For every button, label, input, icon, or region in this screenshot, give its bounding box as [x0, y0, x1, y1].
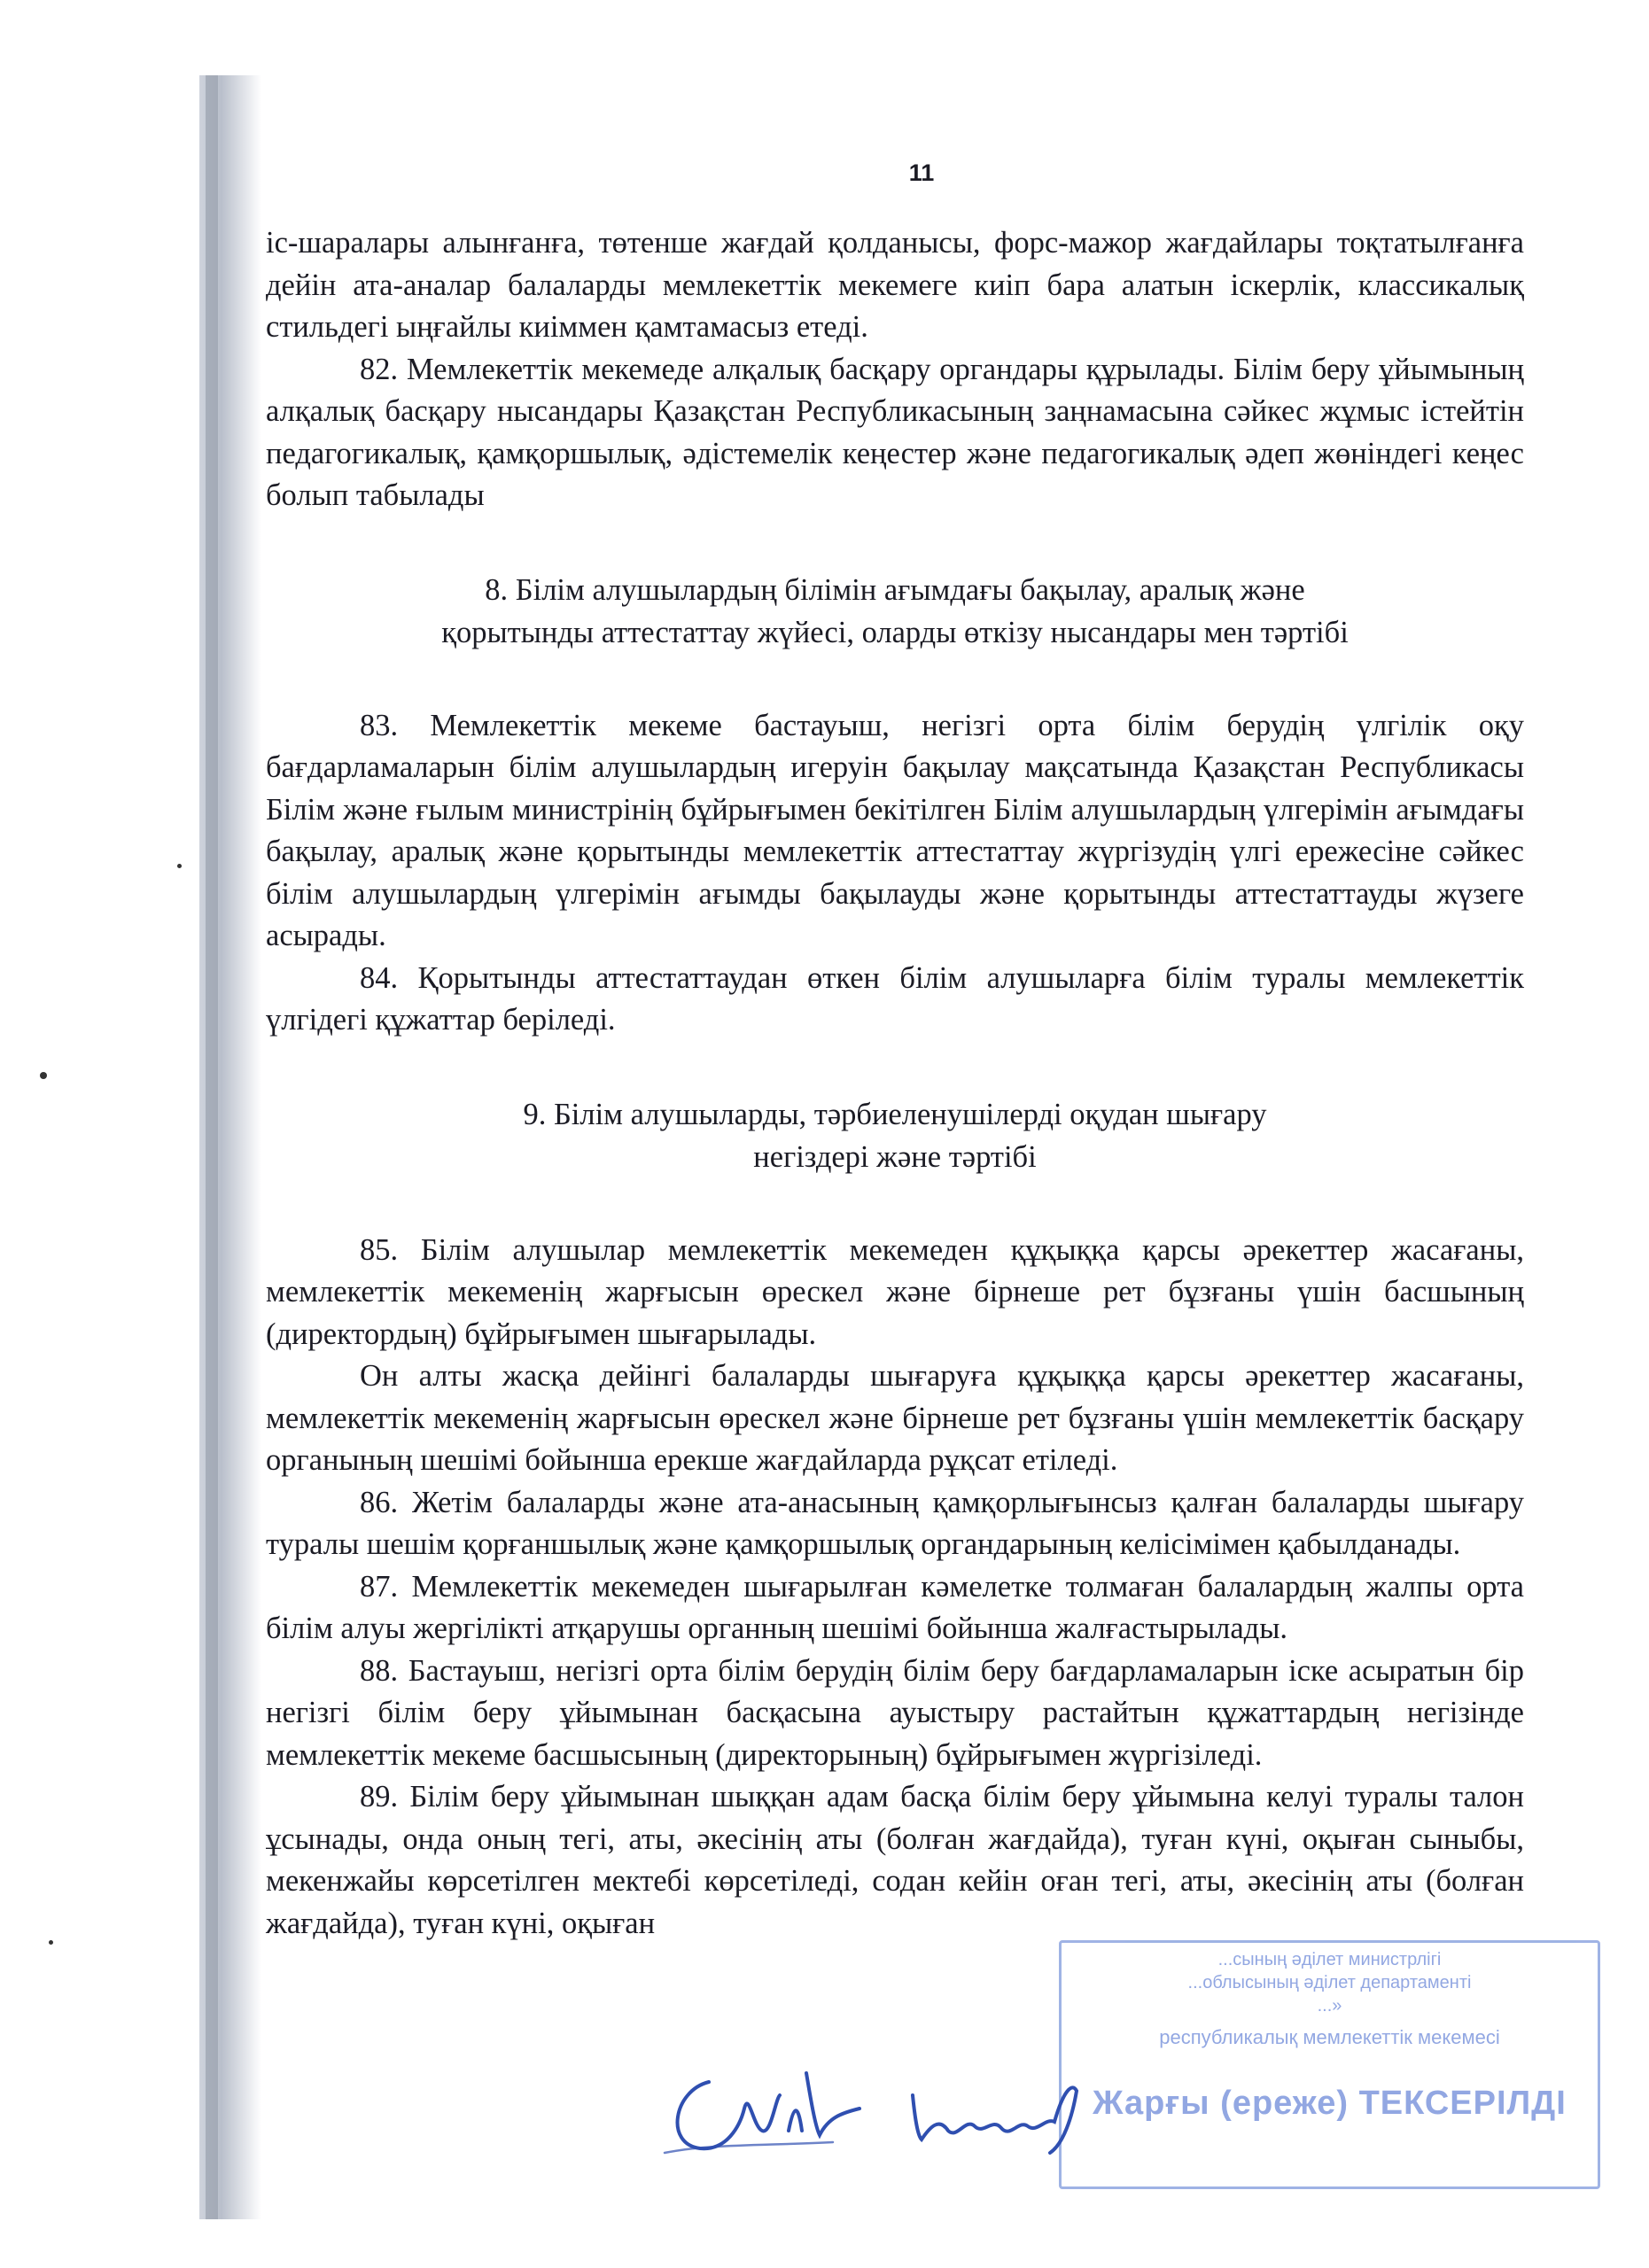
stamp-verified-label: Жарғы (ереже) ТЕКСЕРІЛДІ: [1093, 2085, 1567, 2122]
official-stamp: [1059, 1940, 1600, 2189]
stamp-line-2: ...облысының әділет департаменті: [1187, 1973, 1472, 1992]
document-page: [266, 159, 1524, 1945]
section-9-heading: [266, 1093, 1524, 1178]
section-8-heading: [266, 569, 1524, 654]
paragraph-85: 85. Білім алушылар мемлекеттік мекемеден құқыққа қарсы әрекеттер жасағаны, мемлекеттік мекеменің жарғысын өрескел және бірнеше рет бұзғаны үшін басшының (директордың) бұйрығымен шығарылады.: [266, 1232, 1524, 1351]
paragraph-85-cont: Он алты жасқа дейінгі балаларды шығаруға құқыққа қарсы әрекеттер жасағаны, мемлекеттік мекеменің жарғысын өрескел және бірнеше рет бұзғаны үшін мемлекеттік басқару органының шешімі бойынша ерекше жағдайларда рұқсат етіледі.: [266, 1359, 1524, 1477]
scan-speck: [49, 1940, 53, 1945]
stamp-line-1: ...сының әділет министрлігі: [1217, 1950, 1442, 1969]
paragraphs-bottom: [266, 1230, 1524, 1946]
paragraph-84: 84. Қорытынды аттестаттаудан өткен білім алушыларға білім туралы мемлекеттік үлгідегі құжаттар беріледі.: [266, 960, 1524, 1037]
scan-binding-strip: [206, 75, 218, 2219]
paragraph-89: 89. Білім беру ұйымынан шыққан адам басқа білім беру ұйымына келуі туралы талон ұсынады, онда оның тегі, аты, әкесінің аты (болған жағдайда), туған күні, оқыған сыныбы, мекенжайы көрсетілген мектебі көрсетіледі, содан кейін оған тегі, аты, әкесінің аты (болған жағдайда), туған күні, оқыған: [266, 1780, 1524, 1940]
paragraph-87: 87. Мемлекеттік мекемеден шығарылған кәмелетке толмаған балалардың жалпы орта білім алуы жергілікті атқарушы органның шешімі бойынша жалғастырылады.: [266, 1569, 1524, 1645]
section-9-heading-line-2: негіздері және тәртібі: [753, 1139, 1037, 1174]
paragraph-83: 83. Мемлекеттік мекеме бастауыш, негізгі орта білім берудің үлгілік оқу бағдарламаларын білім алушылардың игеруін бақылау мақсатында Қазақстан Республикасы Білім және ғылым министрінің бұйрығымен бекітілген Білім алушылардың үлгерімін ағымдағы бақылау, аралық және қорытынды мемлекеттік аттестаттау жүргізудің үлгі ережесіне сәйкес білім алушылардың үлгерімін ағымды бақылауды және қорытынды аттестаттауды жүзеге асырады.: [266, 708, 1524, 952]
paragraphs-top: [266, 222, 1524, 517]
stamp-line-3: ...»: [1317, 1996, 1342, 2016]
paragraph-86: 86. Жетім балаларды және ата-анасының қамқорлығынсыз қалған балаларды шығару туралы шешім қорғаншылық және қамқоршылық органдарының келісімімен қабылданады.: [266, 1485, 1524, 1561]
section-9-heading-line-1: 9. Білім алушыларды, тәрбиеленушілерді оқудан шығару: [523, 1097, 1267, 1131]
scan-speck: [177, 864, 182, 868]
signature-1: [656, 2047, 895, 2171]
stamp-subtitle: республикалық мемлекеттік мекемесі: [1159, 2026, 1500, 2048]
signature-2: [895, 2055, 1134, 2179]
paragraphs-middle: [266, 705, 1524, 1042]
scan-speck: [40, 1072, 47, 1079]
section-8-heading-line-2: қорытынды аттестаттау жүйесі, оларды өткізу нысандары мен тәртібі: [441, 615, 1349, 649]
paragraph-88: 88. Бастауыш, негізгі орта білім берудің білім беру бағдарламаларын іске асыратын бір негізгі білім беру ұйымынан басқасына ауыстыру растайтын құжаттардың негізінде мемлекеттік мекеме басшысының (директорының) бұйрығымен жүргізіледі.: [266, 1653, 1524, 1772]
paragraph-82: 82. Мемлекеттік мекемеде алқалық басқару органдары құрылады. Білім беру ұйымының алқалық басқару нысандары Қазақстан Республикасының заңнамасына сәйкес жұмыс істейтін педагогикалық, қамқоршылық, әдістемелік кеңестер және педагогикалық әдеп жөніндегі кеңес болып табылады: [266, 352, 1524, 512]
section-8-heading-line-1: 8. Білім алушылардың білімін ағымдағы бақылау, аралық және: [485, 572, 1305, 607]
page-number: 11: [908, 159, 935, 186]
paragraph: іс-шаралары алынғанға, төтенше жағдай қолданысы, форс-мажор жағдайлары тоқтатылғанға дейін ата-аналар балаларды мемлекеттік мекемеге киіп бара алатын іскерлік, классикалық стильдегі ыңғайлы киіммен қамтамасыз етеді.: [266, 226, 1524, 344]
